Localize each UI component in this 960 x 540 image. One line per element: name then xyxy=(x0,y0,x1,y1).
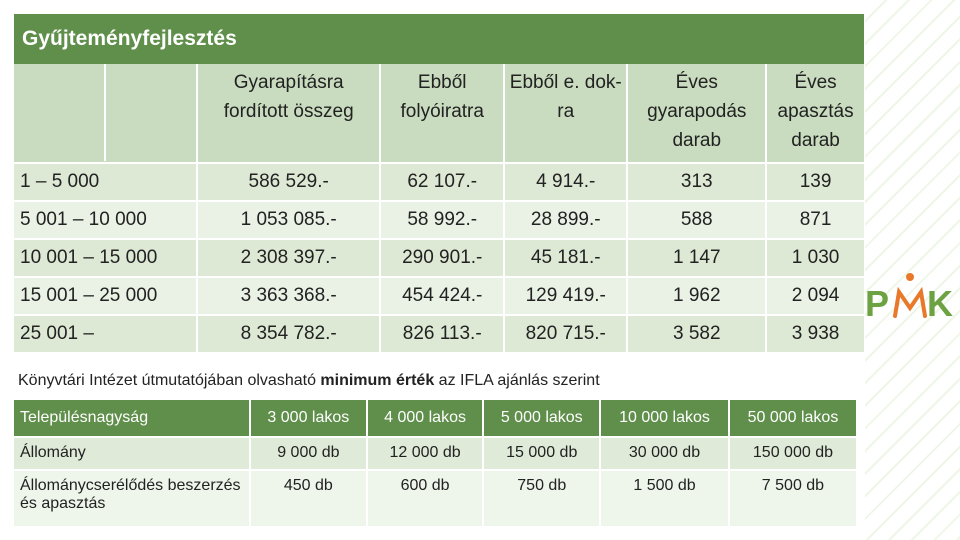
header-cell-weeding: Éves apasztás darab xyxy=(767,64,864,162)
value-cell: 588 xyxy=(628,200,767,238)
range-cell: 1 – 5 000 xyxy=(14,162,198,200)
ifla-table-row xyxy=(14,469,856,526)
page-title xyxy=(14,14,864,64)
ifla-table-row xyxy=(14,436,856,469)
note-text xyxy=(18,372,600,390)
header-cell-population: 50 000 lakos xyxy=(730,400,856,436)
ifla-table-header xyxy=(14,400,856,436)
row-label-cell: Állomány xyxy=(14,436,251,469)
acquisition-table-row xyxy=(14,238,864,276)
value-cell: 150 000 db xyxy=(730,436,856,469)
value-cell: 58 992.- xyxy=(381,200,505,238)
value-cell: 871 xyxy=(767,200,864,238)
value-cell: 750 db xyxy=(484,469,601,526)
header-cell-edocs: Ebből e. dok-ra xyxy=(505,64,628,162)
header-cell-growth: Éves gyarapodás darab xyxy=(628,64,767,162)
pmk-logo xyxy=(865,272,955,332)
value-cell: 820 715.- xyxy=(505,314,628,352)
decorative-stripes xyxy=(865,0,960,540)
value-cell: 1 500 db xyxy=(601,469,730,526)
value-cell: 600 db xyxy=(368,469,485,526)
value-cell: 9 000 db xyxy=(251,436,368,469)
acquisition-table-row xyxy=(14,276,864,314)
note-bold: minimum érték xyxy=(320,372,435,389)
value-cell: 313 xyxy=(628,162,767,200)
row-label-cell: Állománycserélődés beszerzés és apasztás xyxy=(14,469,251,526)
range-cell: 25 001 – xyxy=(14,314,198,352)
header-cell-population: 10 000 lakos xyxy=(601,400,730,436)
value-cell: 12 000 db xyxy=(368,436,485,469)
value-cell: 3 582 xyxy=(628,314,767,352)
value-cell: 2 094 xyxy=(767,276,864,314)
acquisition-table xyxy=(14,64,864,352)
header-cell-population: 4 000 lakos xyxy=(368,400,485,436)
value-cell: 45 181.- xyxy=(505,238,628,276)
value-cell: 454 424.- xyxy=(381,276,505,314)
value-cell: 28 899.- xyxy=(505,200,628,238)
header-cell-periodicals: Ebből folyóiratra xyxy=(381,64,505,162)
range-cell: 15 001 – 25 000 xyxy=(14,276,198,314)
value-cell: 2 308 397.- xyxy=(198,238,381,276)
acquisition-table-header xyxy=(14,64,864,162)
logo-letter-k: K xyxy=(927,283,953,324)
header-cell-population: 3 000 lakos xyxy=(251,400,368,436)
value-cell: 3 938 xyxy=(767,314,864,352)
value-cell: 1 053 085.- xyxy=(198,200,381,238)
value-cell: 290 901.- xyxy=(381,238,505,276)
value-cell: 4 914.- xyxy=(505,162,628,200)
header-cell-amount: Gyarapításra fordított összeg xyxy=(198,64,381,162)
note-after: az IFLA ajánlás szerint xyxy=(434,372,600,389)
header-cell-population: 5 000 lakos xyxy=(484,400,601,436)
value-cell: 8 354 782.- xyxy=(198,314,381,352)
value-cell: 586 529.- xyxy=(198,162,381,200)
note-before: Könyvtári Intézet útmutatójában olvasható xyxy=(18,372,321,389)
value-cell: 3 363 368.- xyxy=(198,276,381,314)
header-cell-range xyxy=(14,64,198,162)
page-title-text: Gyűjteményfejlesztés xyxy=(22,27,237,50)
acquisition-table-row xyxy=(14,314,864,352)
range-cell: 5 001 – 10 000 xyxy=(14,200,198,238)
value-cell: 62 107.- xyxy=(381,162,505,200)
ifla-table xyxy=(14,400,856,526)
value-cell: 15 000 db xyxy=(484,436,601,469)
value-cell: 139 xyxy=(767,162,864,200)
range-cell: 10 001 – 15 000 xyxy=(14,238,198,276)
logo-letter-p: P xyxy=(865,283,890,324)
acquisition-table-row xyxy=(14,200,864,238)
value-cell: 826 113.- xyxy=(381,314,505,352)
acquisition-table-row xyxy=(14,162,864,200)
value-cell: 1 030 xyxy=(767,238,864,276)
logo-figure-icon xyxy=(895,273,925,316)
value-cell: 129 419.- xyxy=(505,276,628,314)
value-cell: 7 500 db xyxy=(730,469,856,526)
header-cell-settlement: Településnagyság xyxy=(14,400,251,436)
value-cell: 30 000 db xyxy=(601,436,730,469)
value-cell: 1 962 xyxy=(628,276,767,314)
value-cell: 1 147 xyxy=(628,238,767,276)
value-cell: 450 db xyxy=(251,469,368,526)
